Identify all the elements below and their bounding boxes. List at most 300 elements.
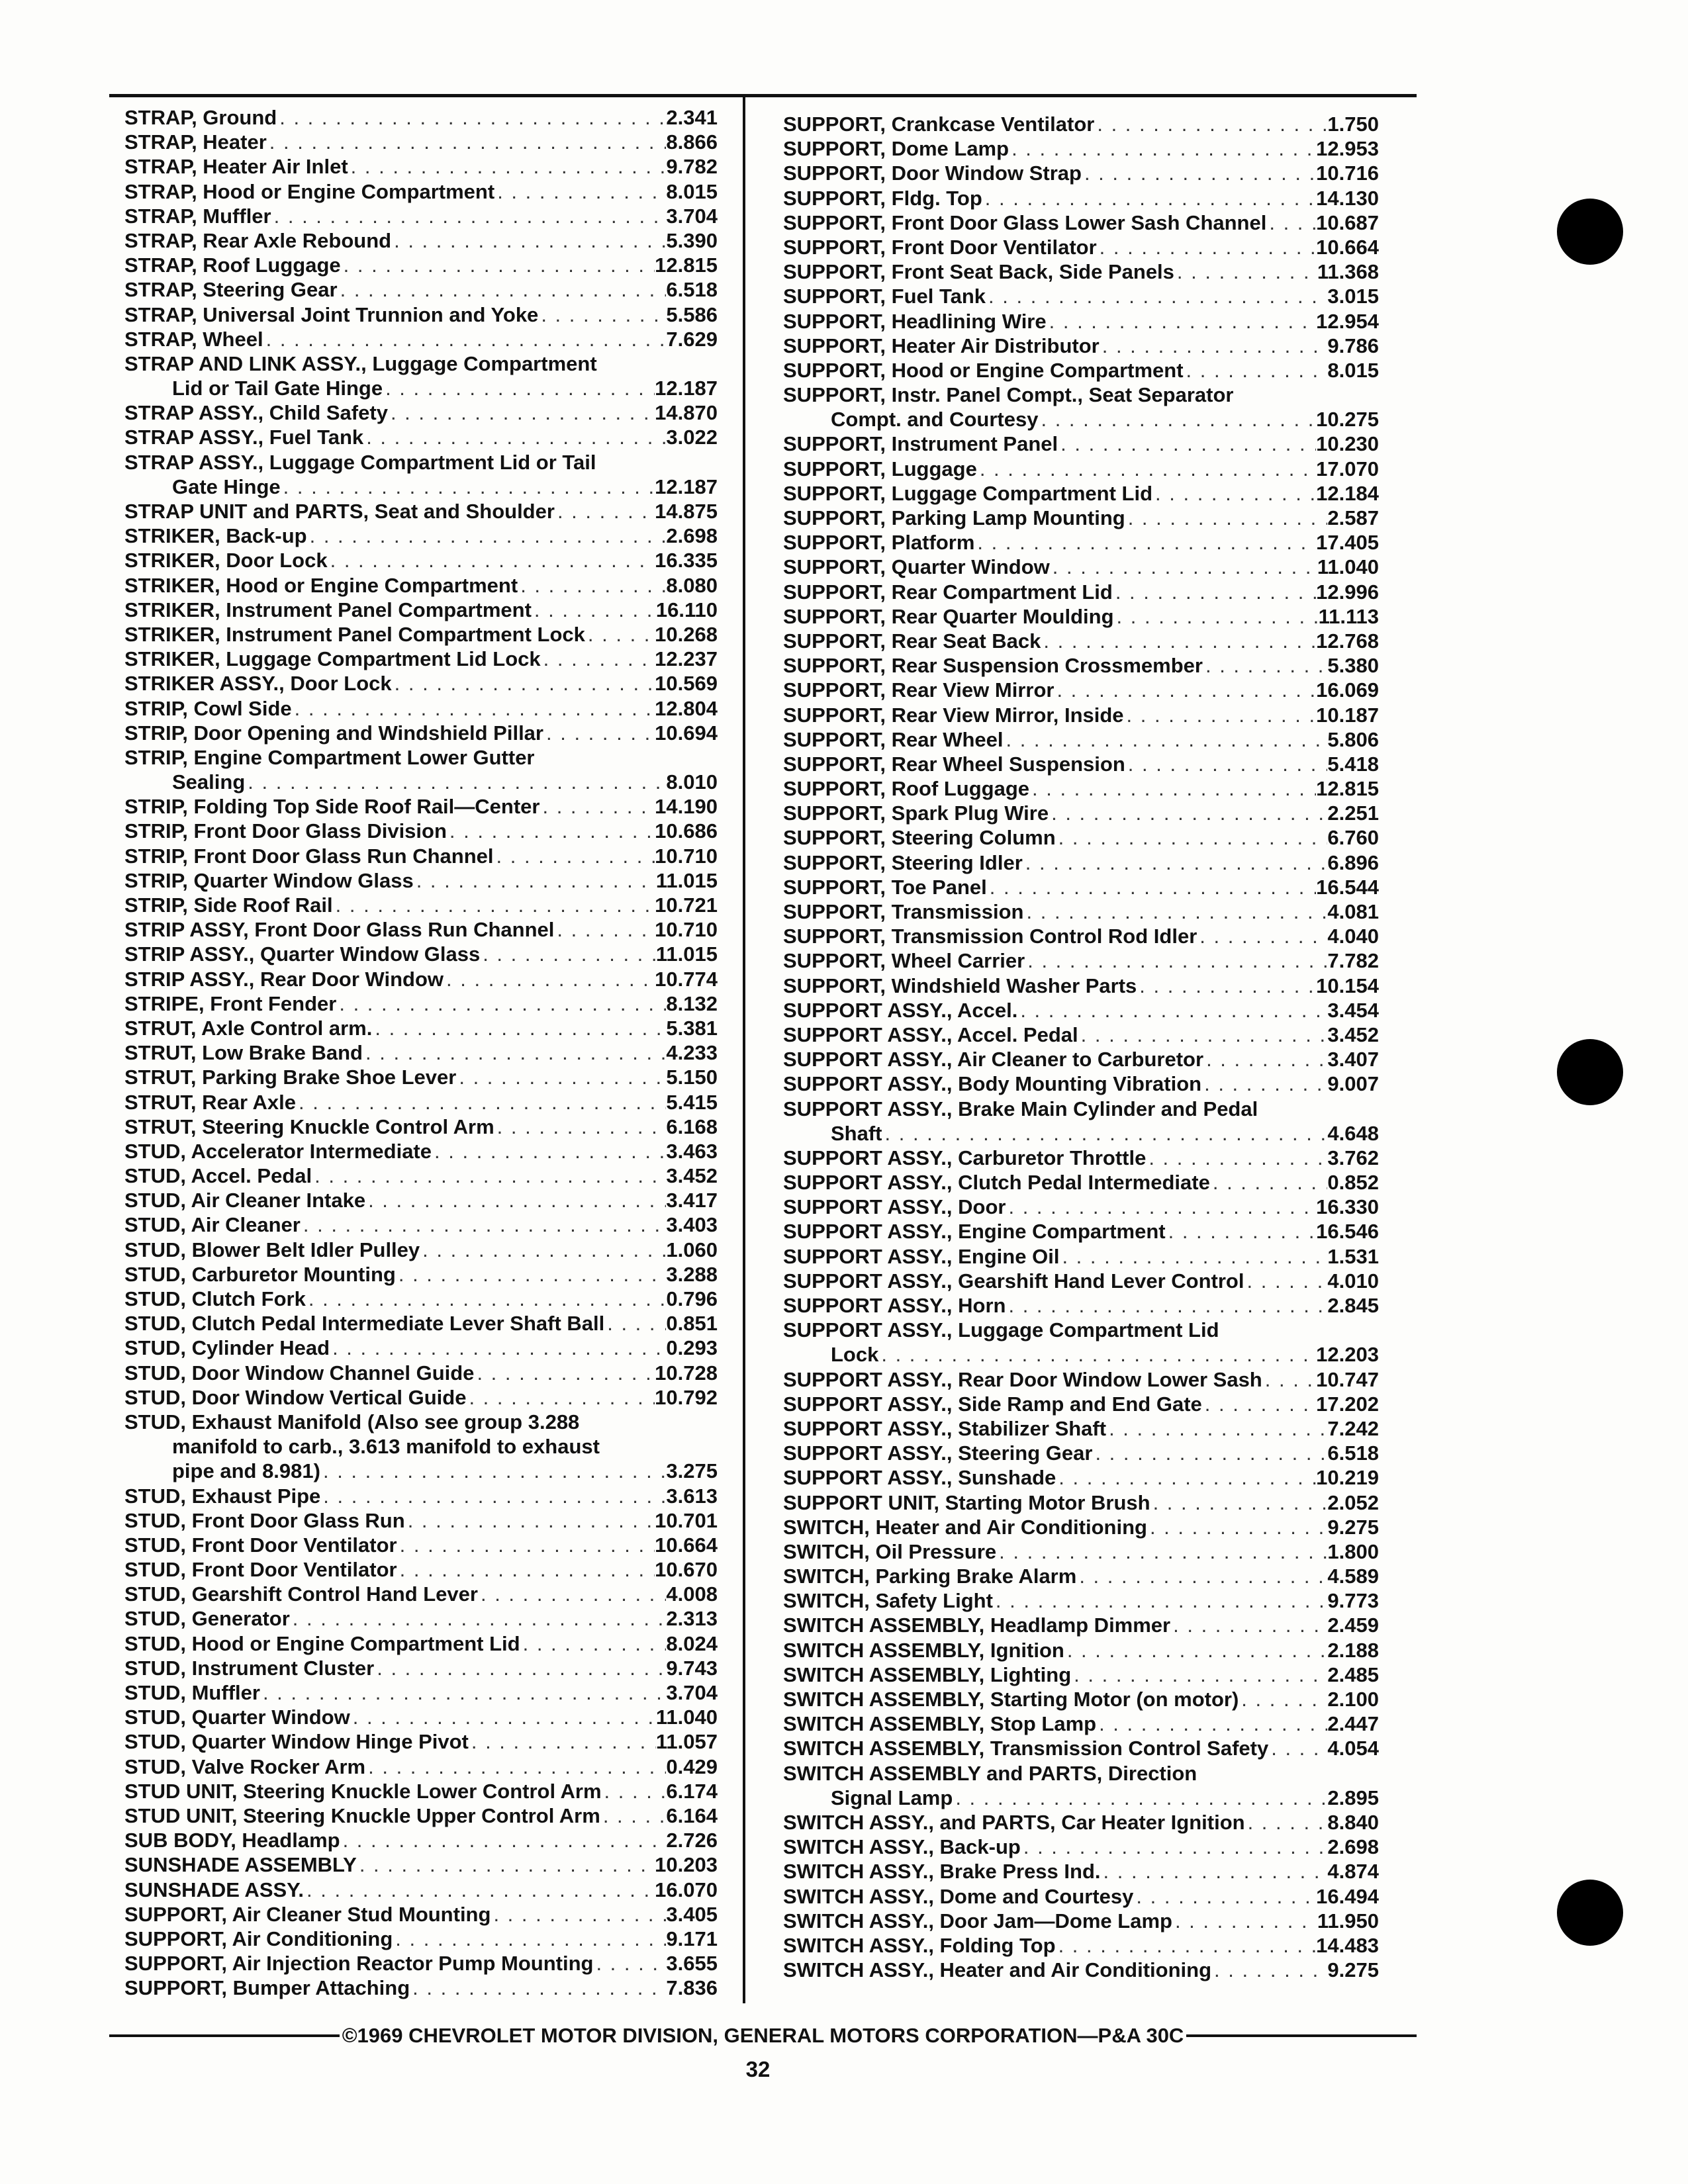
entry-name: SUPPORT, Rear Wheel	[783, 727, 1004, 751]
index-entry	[124, 893, 718, 918]
index-entry	[783, 1343, 1379, 1367]
entry-name: SUPPORT, Toe Panel	[783, 875, 987, 899]
entry-ref: 1.531	[1327, 1244, 1379, 1268]
entry-ref: 9.275	[1327, 1515, 1379, 1539]
index-entry	[783, 1516, 1379, 1540]
index-entry	[124, 1361, 718, 1386]
dot-leader	[350, 1706, 656, 1729]
entry-ref: 5.586	[666, 302, 718, 326]
entry-ref: 5.380	[1327, 654, 1379, 678]
entry-name: STRAP, Heater	[124, 130, 267, 154]
entry-ref: 16.494	[1316, 1884, 1379, 1908]
binder-hole	[1557, 199, 1623, 265]
entry-name: STRIP, Engine Compartment Lower Gutter	[124, 745, 535, 769]
footer-rule-right	[1186, 2034, 1417, 2037]
dot-leader	[1244, 1269, 1328, 1293]
entry-name: STUD, Clutch Pedal Intermediate Lever Shaft Ball	[124, 1312, 605, 1336]
entry-name: STUD, Blower Belt Idler Pulley	[124, 1238, 420, 1261]
dot-leader	[1054, 678, 1316, 702]
entry-name: SWITCH ASSEMBLY and PARTS, Direction	[783, 1761, 1197, 1785]
entry-ref: 12.768	[1316, 629, 1379, 653]
entry-name: SWITCH ASSY., Heater and Air Conditioning	[783, 1958, 1212, 1982]
index-entry	[783, 1441, 1379, 1466]
index-entry	[783, 506, 1379, 531]
index-entry	[124, 1558, 718, 1582]
entry-name: SUPPORT UNIT, Starting Motor Brush	[783, 1490, 1150, 1514]
entry-name: STUD, Exhaust Pipe	[124, 1484, 321, 1508]
index-entry	[783, 383, 1379, 408]
entry-ref: 11.950	[1317, 1909, 1379, 1933]
entry-name: SUPPORT, Transmission Control Rod Idler	[783, 925, 1197, 948]
entry-name: SUPPORT, Front Door Ventilator	[783, 235, 1097, 259]
entry-ref: 5.806	[1327, 727, 1379, 751]
entry-ref: 3.015	[1327, 285, 1379, 308]
entry-ref: 9.275	[1327, 1958, 1379, 1982]
entry-name: STUD, Door Window Channel Guide	[124, 1361, 475, 1385]
entry-name: SUPPORT, Air Injection Reactor Pump Mounting	[124, 1952, 594, 1976]
index-entry	[783, 1712, 1379, 1737]
entry-name: SUPPORT, Rear Suspension Crossmember	[783, 654, 1203, 678]
entry-name: SUPPORT ASSY., Accel.	[783, 998, 1018, 1022]
entry-name: SUPPORT, Door Window Strap	[783, 161, 1082, 185]
entry-name: SUPPORT ASSY., Air Cleaner to Carburetor	[783, 1048, 1204, 1071]
index-entry	[783, 999, 1379, 1023]
entry-ref: 3.704	[666, 204, 718, 228]
entry-ref: 9.007	[1327, 1072, 1379, 1096]
entry-name: SWITCH ASSY., Dome and Courtesy	[783, 1884, 1134, 1908]
page-number: 32	[745, 2057, 771, 2081]
dot-leader	[420, 1238, 666, 1262]
dot-leader	[1137, 974, 1316, 998]
entry-name: STRAP, Rear Axle Rebound	[124, 228, 392, 252]
entry-name: STRUT, Axle Control arm.	[124, 1016, 373, 1040]
index-entry	[124, 1533, 718, 1558]
entry-ref: 10.187	[1316, 703, 1379, 727]
index-entry	[124, 1115, 718, 1140]
index-entry	[124, 451, 718, 475]
dot-leader	[491, 1903, 666, 1927]
index-entry	[783, 678, 1379, 703]
dot-leader	[1166, 1220, 1317, 1244]
dot-leader	[1203, 1048, 1327, 1071]
entry-name: STRUT, Rear Axle	[124, 1090, 296, 1114]
index-entry	[783, 1934, 1379, 1958]
index-entry	[124, 1952, 718, 1976]
entry-ref: 7.782	[1327, 949, 1379, 973]
index-entry	[124, 1164, 718, 1189]
entry-ref: 3.275	[666, 1459, 718, 1483]
entry-name: STUD, Valve Rocker Arm	[124, 1754, 366, 1778]
index-entry	[783, 1811, 1379, 1835]
index-column-left	[124, 106, 718, 2001]
dot-leader	[1056, 826, 1328, 850]
entry-ref: 5.381	[666, 1016, 718, 1040]
entry-name: STUD, Door Window Vertical Guide	[124, 1385, 467, 1409]
entry-ref: 5.390	[666, 228, 718, 252]
dot-leader	[444, 968, 655, 991]
entry-name: SUPPORT ASSY., Sunshade	[783, 1466, 1056, 1490]
entry-name: STRIKER ASSY., Door Lock	[124, 672, 392, 696]
index-entry	[124, 1927, 718, 1952]
dot-leader	[543, 721, 655, 745]
index-entry	[783, 1663, 1379, 1688]
index-entry	[783, 949, 1379, 974]
entry-name: SUPPORT, Luggage	[783, 457, 977, 480]
entry-name: SUPPORT, Dome Lamp	[783, 137, 1009, 161]
index-entry	[783, 1023, 1379, 1048]
index-entry	[124, 1459, 718, 1484]
entry-ref: 14.870	[655, 401, 718, 425]
entry-name: SWITCH ASSY., Folding Top	[783, 1933, 1056, 1957]
index-entry	[783, 752, 1379, 777]
entry-name: SUPPORT ASSY., Clutch Pedal Intermediate	[783, 1171, 1210, 1195]
index-entry	[783, 408, 1379, 432]
index-entry	[783, 1122, 1379, 1146]
column-divider	[743, 97, 745, 2003]
index-entry	[124, 1632, 718, 1657]
dot-leader	[974, 531, 1316, 555]
entry-ref: 3.407	[1327, 1048, 1379, 1071]
entry-ref: 9.786	[1327, 334, 1379, 357]
entry-ref: 3.454	[1327, 998, 1379, 1022]
entry-ref: 10.710	[655, 844, 718, 868]
entry-ref: 16.544	[1316, 875, 1379, 899]
dot-leader	[301, 1213, 667, 1237]
dot-leader	[365, 1755, 666, 1779]
entry-ref: 4.648	[1327, 1121, 1379, 1145]
dot-leader	[307, 524, 667, 548]
entry-name: STUD, Carburetor Mounting	[124, 1262, 396, 1286]
entry-ref: 10.701	[655, 1508, 718, 1532]
entry-name: SUPPORT, Rear Wheel Suspension	[783, 752, 1125, 776]
entry-name: SUPPORT, Quarter Window	[783, 555, 1050, 579]
entry-name: SWITCH ASSY., Door Jam—Dome Lamp	[783, 1909, 1172, 1933]
dot-leader	[1009, 137, 1316, 161]
index-entry	[783, 1762, 1379, 1786]
dot-leader	[977, 457, 1316, 481]
entry-name: SWITCH ASSEMBLY, Stop Lamp	[783, 1712, 1097, 1736]
dot-leader	[372, 1017, 666, 1040]
index-entry	[124, 229, 718, 253]
entry-name: Compt. and Courtesy	[831, 408, 1039, 432]
dot-leader	[1202, 1392, 1316, 1416]
dot-leader	[1038, 408, 1316, 432]
entry-name: SUNSHADE ASSEMBLY	[124, 1853, 357, 1877]
entry-ref: 2.447	[1327, 1712, 1379, 1736]
index-entry	[124, 205, 718, 229]
entry-ref: 6.896	[1327, 850, 1379, 874]
entry-name: STUD, Accel. Pedal	[124, 1164, 312, 1188]
entry-ref: 3.452	[666, 1164, 718, 1188]
dot-leader	[554, 918, 655, 942]
index-entry	[783, 974, 1379, 999]
dot-leader	[1262, 1368, 1316, 1392]
entry-name: STRIP, Door Opening and Windshield Pillar	[124, 721, 543, 745]
index-entry	[124, 598, 718, 623]
entry-ref: 11.040	[1317, 555, 1379, 579]
index-entry	[124, 1509, 718, 1533]
entry-name: STUD, Generator	[124, 1607, 290, 1631]
entry-name: SWITCH, Safety Light	[783, 1589, 993, 1613]
entry-ref: 16.546	[1316, 1220, 1379, 1244]
index-entry	[124, 1238, 718, 1263]
entry-ref: 0.796	[666, 1287, 718, 1310]
index-entry	[124, 1484, 718, 1509]
dot-leader	[474, 1361, 655, 1385]
entry-ref: 7.629	[666, 327, 718, 351]
index-entry	[124, 130, 718, 155]
dot-leader	[1047, 310, 1317, 334]
dot-leader	[306, 1287, 667, 1311]
entry-name: SUPPORT ASSY., Luggage Compartment Lid	[783, 1318, 1219, 1342]
index-entry	[124, 1730, 718, 1754]
dot-leader	[296, 1091, 666, 1115]
entry-ref: 3.655	[666, 1952, 718, 1976]
dot-leader	[410, 1976, 666, 2000]
entry-ref: 4.874	[1327, 1860, 1379, 1884]
dot-leader	[1003, 728, 1327, 752]
dot-leader	[263, 328, 667, 351]
dot-leader	[593, 1952, 666, 1976]
index-entry	[783, 1909, 1379, 1934]
index-entry	[124, 1189, 718, 1213]
index-column-right	[783, 113, 1379, 1983]
entry-name: SUPPORT, Roof Luggage	[783, 777, 1029, 801]
dot-leader	[396, 1263, 667, 1287]
index-entry	[124, 647, 718, 672]
entry-ref: 0.293	[666, 1336, 718, 1360]
entry-ref: 16.070	[655, 1878, 718, 1901]
entry-name: SUPPORT, Luggage Compartment Lid	[783, 481, 1153, 505]
dot-leader	[1106, 1417, 1327, 1441]
entry-name: pipe and 8.981)	[172, 1459, 320, 1483]
index-entry	[783, 457, 1379, 482]
dot-leader	[1146, 1146, 1327, 1170]
entry-name: SUPPORT ASSY., Side Ramp and End Gate	[783, 1392, 1202, 1416]
index-entry	[124, 106, 718, 130]
index-entry	[124, 1607, 718, 1631]
dot-leader	[393, 1927, 666, 1951]
entry-ref: 2.251	[1327, 801, 1379, 825]
entry-ref: 10.203	[655, 1853, 718, 1877]
dot-leader	[480, 942, 656, 966]
index-entry	[124, 672, 718, 696]
footer	[109, 2024, 1417, 2048]
entry-name: STUD, Hood or Engine Compartment Lid	[124, 1631, 520, 1655]
dot-leader	[1184, 359, 1328, 383]
entry-name: SUPPORT, Rear Compartment Lid	[783, 580, 1113, 604]
dot-leader	[397, 1533, 655, 1557]
dot-leader	[292, 697, 655, 721]
entry-name: SUPPORT, Crankcase Ventilator	[783, 113, 1095, 136]
dot-leader	[585, 623, 655, 647]
entry-ref: 10.728	[655, 1361, 718, 1385]
entry-ref: 16.110	[655, 598, 718, 621]
entry-ref: 4.589	[1327, 1565, 1379, 1588]
entry-ref: 11.113	[1318, 604, 1379, 628]
index-entry	[124, 697, 718, 721]
entry-name: SUPPORT ASSY., Horn	[783, 1294, 1006, 1317]
entry-name: STUD, Front Door Glass Run	[124, 1508, 405, 1532]
entry-ref: 1.750	[1327, 113, 1379, 136]
dot-leader	[1203, 654, 1327, 678]
entry-ref: 11.015	[655, 942, 718, 966]
index-entry	[783, 1565, 1379, 1589]
entry-name: SWITCH ASSY., Brake Press Ind.	[783, 1860, 1101, 1884]
dot-leader	[1076, 1565, 1327, 1588]
entry-ref: 0.852	[1327, 1171, 1379, 1195]
entry-ref: 2.845	[1327, 1294, 1379, 1317]
entry-name: SUPPORT ASSY., Engine Compartment	[783, 1220, 1166, 1244]
entry-name: SUB BODY, Headlamp	[124, 1829, 340, 1852]
entry-ref: 1.060	[666, 1238, 718, 1261]
entry-ref: 6.164	[666, 1803, 718, 1827]
index-entry	[783, 1195, 1379, 1220]
entry-name: STUD, Gearshift Control Hand Lever	[124, 1582, 478, 1606]
entry-ref: 11.368	[1317, 260, 1379, 284]
entry-name: SUPPORT ASSY., Steering Gear	[783, 1441, 1093, 1465]
index-entry	[124, 1878, 718, 1903]
entry-name: STRAP, Hood or Engine Compartment	[124, 179, 495, 203]
entry-ref: 3.762	[1327, 1146, 1379, 1169]
dot-leader	[469, 1730, 656, 1754]
dot-leader	[520, 1632, 667, 1656]
dot-leader	[1147, 1516, 1327, 1539]
index-entry	[124, 1903, 718, 1927]
entry-name: STRIPE, Front Fender	[124, 991, 337, 1015]
index-entry	[783, 1737, 1379, 1761]
index-entry	[783, 1835, 1379, 1860]
entry-ref: 10.664	[1316, 235, 1379, 259]
entry-name: SUPPORT ASSY., Stabilizer Shaft	[783, 1416, 1107, 1440]
index-entry	[124, 377, 718, 401]
entry-ref: 12.187	[655, 377, 718, 400]
dot-leader	[996, 1540, 1327, 1564]
index-entry	[124, 1066, 718, 1090]
dot-leader	[600, 1804, 667, 1828]
entry-ref: 2.698	[666, 524, 718, 548]
index-entry	[783, 1885, 1379, 1909]
index-entry	[124, 1435, 718, 1459]
dot-leader	[456, 1066, 666, 1089]
entry-ref: 11.040	[655, 1706, 718, 1729]
entry-ref: 7.836	[666, 1976, 718, 2000]
entry-name: SUPPORT, Rear Quarter Moulding	[783, 604, 1114, 628]
dot-leader	[1056, 1466, 1316, 1490]
index-entry	[783, 1786, 1379, 1811]
entry-ref: 10.219	[1316, 1466, 1379, 1490]
dot-leader	[365, 1189, 666, 1212]
entry-ref: 4.054	[1327, 1737, 1379, 1760]
entry-name: SWITCH ASSEMBLY, Headlamp Dimmer	[783, 1614, 1171, 1637]
dot-leader	[555, 500, 655, 523]
entry-ref: 9.171	[666, 1927, 718, 1950]
index-entry	[783, 629, 1379, 654]
entry-name: STRAP AND LINK ASSY., Luggage Compartment	[124, 351, 597, 375]
entry-ref: 4.010	[1327, 1269, 1379, 1293]
index-entry	[124, 1976, 718, 2001]
footer-rule-left	[109, 2034, 340, 2037]
index-entry	[783, 482, 1379, 506]
entry-ref: 6.174	[666, 1779, 718, 1803]
entry-ref: 8.024	[666, 1631, 718, 1655]
entry-name: SUPPORT, Wheel Carrier	[783, 949, 1025, 973]
index-entry	[783, 728, 1379, 752]
dot-leader	[541, 647, 655, 671]
entry-name: SUPPORT, Heater Air Distributor	[783, 334, 1100, 357]
dot-leader	[1211, 1958, 1327, 1982]
dot-leader	[1021, 1835, 1328, 1859]
entry-ref: 2.587	[1327, 506, 1379, 529]
entry-name: Gate Hinge	[172, 475, 281, 498]
entry-ref: 17.202	[1316, 1392, 1379, 1416]
entry-ref: 9.743	[666, 1656, 718, 1680]
entry-name: STRUT, Low Brake Band	[124, 1041, 363, 1065]
index-entry	[783, 1958, 1379, 1983]
index-entry	[783, 1072, 1379, 1097]
dot-leader	[1017, 999, 1327, 1023]
dot-leader	[336, 992, 666, 1016]
entry-ref: 8.866	[666, 130, 718, 154]
index-entry	[124, 1410, 718, 1435]
index-entry	[783, 285, 1379, 309]
index-entry	[124, 1312, 718, 1336]
entry-ref: 10.670	[655, 1558, 718, 1582]
entry-name: STRAP, Steering Gear	[124, 278, 338, 302]
entry-name: STRUT, Parking Brake Shoe Lever	[124, 1066, 457, 1089]
dot-leader	[1094, 113, 1327, 136]
index-entry	[783, 1146, 1379, 1171]
index-entry	[783, 1417, 1379, 1441]
dot-leader	[392, 672, 655, 696]
index-entry	[783, 1048, 1379, 1072]
index-entry	[124, 623, 718, 647]
entry-ref: 2.188	[1327, 1638, 1379, 1662]
dot-leader	[466, 1386, 655, 1410]
index-entry	[783, 851, 1379, 876]
dot-leader	[1172, 1909, 1317, 1933]
dot-leader	[281, 475, 655, 499]
entry-ref: 2.052	[1327, 1490, 1379, 1514]
index-entry	[783, 432, 1379, 457]
dot-leader	[245, 770, 666, 794]
index-entry	[783, 876, 1379, 900]
entry-ref: 0.851	[666, 1312, 718, 1336]
entry-name: SWITCH, Heater and Air Conditioning	[783, 1515, 1147, 1539]
entry-name: STUD, Muffler	[124, 1681, 260, 1704]
index-entry	[783, 1639, 1379, 1663]
entry-ref: 12.954	[1316, 309, 1379, 333]
entry-ref: 8.015	[666, 179, 718, 203]
dot-leader	[953, 1786, 1327, 1810]
entry-name: SUNSHADE ASSY.	[124, 1878, 305, 1901]
entry-name: SUPPORT, Front Door Glass Lower Sash Channel	[783, 210, 1267, 234]
dot-leader	[328, 549, 655, 572]
entry-name: STUD, Exhaust Manifold (Also see group 3.288	[124, 1410, 580, 1433]
index-entry	[783, 334, 1379, 359]
entry-name: SUPPORT, Air Cleaner Stud Mounting	[124, 1902, 491, 1926]
index-entry	[783, 826, 1379, 850]
entry-ref: 6.518	[1327, 1441, 1379, 1465]
entry-ref: 10.687	[1316, 210, 1379, 234]
index-entry	[783, 1540, 1379, 1565]
index-entry	[124, 721, 718, 746]
entry-name: SWITCH, Oil Pressure	[783, 1539, 997, 1563]
entry-ref: 16.069	[1316, 678, 1379, 702]
dot-leader	[1078, 1023, 1328, 1047]
entry-ref: 12.187	[655, 475, 718, 498]
entry-ref: 4.008	[666, 1582, 718, 1606]
